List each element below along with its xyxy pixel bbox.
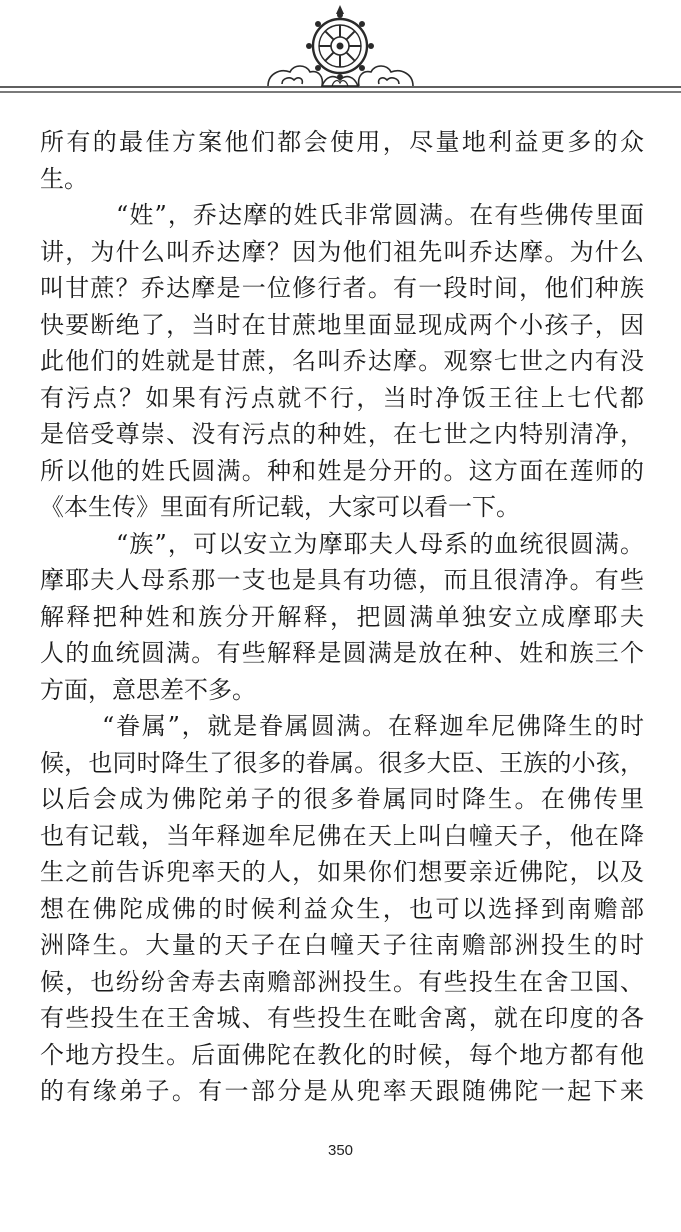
paragraph [40, 124, 644, 197]
dharma-wheel-icon [0, 0, 681, 110]
text-line: 此他们的姓就是甘蔗，名叫乔达摩。观察七世之内有没 [40, 347, 644, 375]
text-line: 是倍受尊崇、没有污点的种姓，在七世之内特别清净， [40, 420, 644, 448]
text-line: 也有记载，当年释迦牟尼佛在天上叫白幢天子，他在降 [40, 821, 644, 850]
text-line: 洲降生。大量的天子在白幢天子往南赡部洲投生的时 [40, 931, 644, 959]
text-line: 有些投生在王舍城、有些投生在毗舍离，就在印度的各 [40, 1004, 644, 1032]
text-line: “眷属”，就是眷属圆满。在释迦牟尼佛降生的时 [102, 712, 644, 740]
text-line: 快要断绝了，当时在甘蔗地里面显现成两个小孩子，因 [40, 310, 644, 339]
text-line: 所有的最佳方案他们都会使用，尽量地利益更多的众 [40, 128, 644, 156]
paragraph [40, 197, 644, 526]
text-line: 生。 [40, 164, 88, 193]
text-line: 所以他的姓氏圆满。种和姓是分开的。这方面在莲师的 [40, 456, 644, 485]
text-line: “姓”，乔达摩的姓氏非常圆满。在有些佛传里面 [116, 201, 644, 229]
text-line: 想在佛陀成佛的时候利益众生，也可以选择到南赡部 [40, 894, 644, 923]
text-line: 讲，为什么叫乔达摩？因为他们祖先叫乔达摩。为什么 [40, 237, 644, 266]
text-line: 摩耶夫人母系那一支也是具有功德，而且很清净。有些 [40, 566, 644, 594]
text-line: 的有缘弟子。有一部分是从兜率天跟随佛陀一起下来 [40, 1077, 644, 1105]
text-line: 《本生传》里面有所记载，大家可以看一下。 [40, 493, 520, 521]
text-line: 个地方投生。后面佛陀在教化的时候，每个地方都有他 [40, 1040, 644, 1069]
text-line: 解释把种姓和族分开解释，把圆满单独安立成摩耶夫 [40, 602, 644, 631]
text-line: 叫甘蔗？乔达摩是一位修行者。有一段时间，他们种族 [40, 274, 644, 302]
paragraph [40, 526, 644, 709]
text-line: 生之前告诉兜率天的人，如果你们想要亲近佛陀，以及 [40, 858, 644, 886]
paragraph [40, 708, 644, 1110]
text-line: “族”，可以安立为摩耶夫人母系的血统很圆满。 [116, 529, 644, 558]
page-number: 350 [327, 1142, 354, 1159]
text-line: 候，也同时降生了很多的眷属。很多大臣、王族的小孩， [40, 748, 644, 777]
text-line: 有污点？如果有污点就不行，当时净饭王往上七代都 [40, 383, 644, 412]
body-text [40, 124, 644, 1110]
text-line: 人的血统圆满。有些解释是圆满是放在种、姓和族三个 [40, 639, 644, 667]
text-line: 候，也纷纷舍寿去南赡部洲投生。有些投生在舍卫国、 [40, 967, 644, 996]
text-line: 方面，意思差不多。 [40, 675, 256, 704]
text-line: 以后会成为佛陀弟子的很多眷属同时降生。在佛传里 [40, 785, 644, 813]
page-header-ornament [0, 0, 681, 110]
